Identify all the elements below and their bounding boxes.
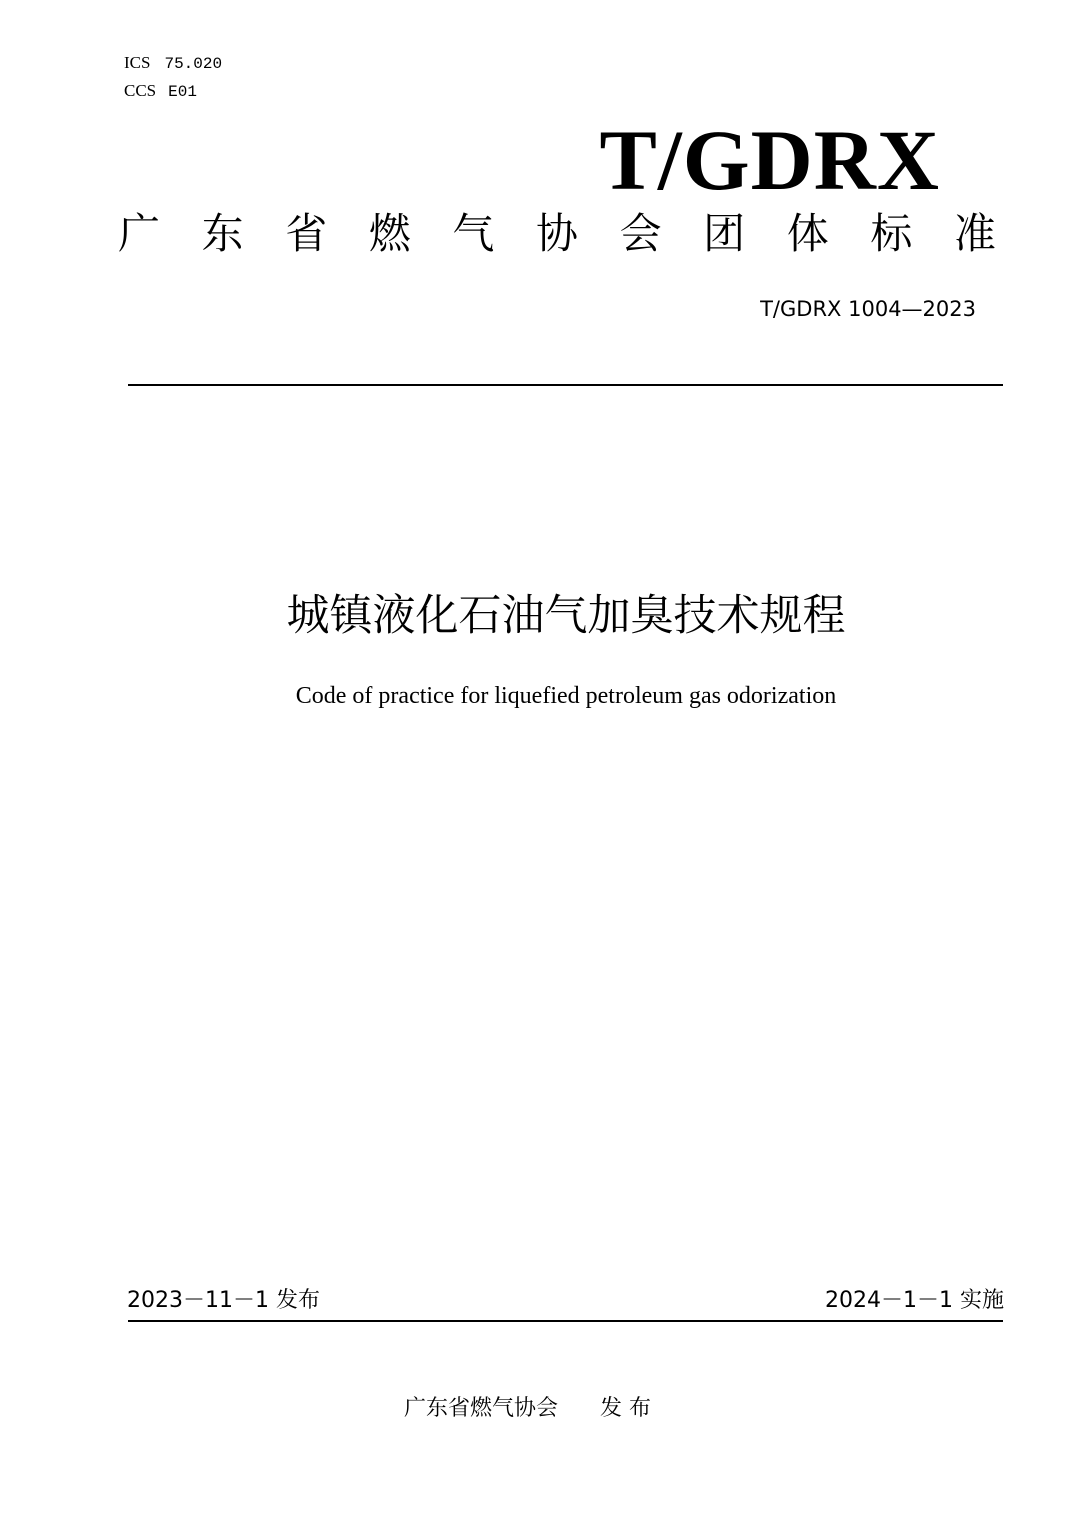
implementation-date: 2024－1－1 实施 xyxy=(825,1288,1004,1313)
standard-type-char: 准 xyxy=(953,209,996,258)
ics-code: 75.020 xyxy=(164,55,223,73)
standard-type-char: 省 xyxy=(285,209,328,258)
standard-type-char: 标 xyxy=(870,209,913,258)
standard-number: T/GDRX 1004—2023 xyxy=(760,297,976,321)
ics-classification xyxy=(124,53,222,74)
title-chinese: 城镇液化石油气加臭技术规程 xyxy=(286,591,846,641)
standard-type-char: 气 xyxy=(452,209,495,258)
standard-type-char: 东 xyxy=(201,209,244,258)
organization-logo-text: T/GDRX xyxy=(599,112,940,208)
standard-type-char: 会 xyxy=(619,209,662,258)
standard-type-char: 团 xyxy=(703,209,746,258)
bottom-divider xyxy=(128,1320,1003,1322)
top-divider xyxy=(128,384,1003,386)
ics-label: ICS xyxy=(124,53,151,72)
ccs-classification xyxy=(124,81,197,102)
standard-type-char: 体 xyxy=(786,209,829,258)
issue-date: 2023－11－1 发布 xyxy=(127,1288,320,1313)
standard-type-heading xyxy=(118,206,996,262)
title-english: Code of practice for liquefied petroleum gas odorization xyxy=(295,683,837,709)
standard-type-char: 燃 xyxy=(368,209,411,258)
standard-type-char: 协 xyxy=(535,209,578,258)
publisher-line: 广东省燃气协会 发 布 xyxy=(404,1396,651,1421)
ccs-code: E01 xyxy=(168,83,197,101)
standard-type-char: 广 xyxy=(118,209,161,258)
ccs-label: CCS xyxy=(124,81,157,100)
